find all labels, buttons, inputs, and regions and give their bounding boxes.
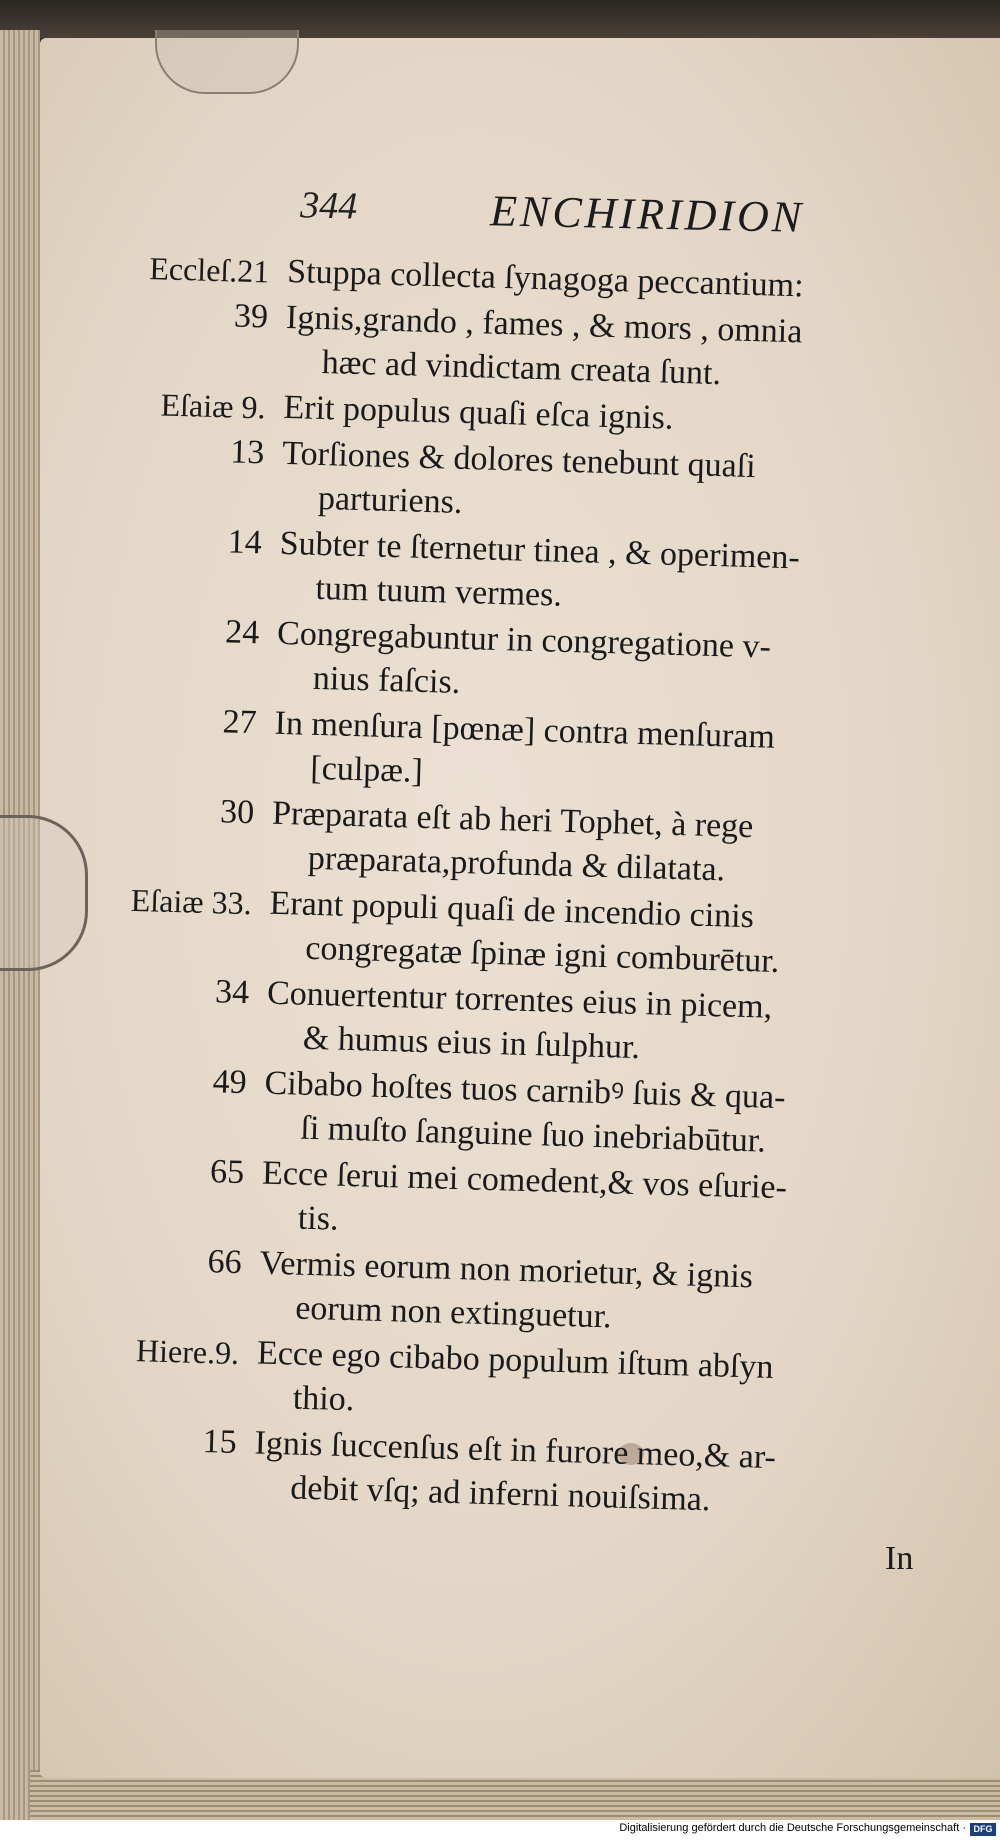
entry-line: Torſiones & dolores tenebunt quaſi — [281, 434, 757, 486]
entry-reference: Eſaiæ 9. — [160, 386, 267, 426]
entry-continuation-line: debit vſq; ad inferni nouiſsima. — [289, 1469, 711, 1519]
entry-line: Cibabo hoſtes tuos carnibꝰ ſuis & qua- — [264, 1064, 787, 1117]
entry-continuation-line: congregatæ ſpinæ igni comburētur. — [304, 929, 780, 980]
entry-reference: 15 — [202, 1423, 238, 1461]
entry-continuation-line: nius faſcis. — [312, 659, 461, 701]
page-number: 344 — [299, 184, 358, 228]
entry-continuation-line: thio. — [292, 1379, 355, 1419]
entry-reference: 14 — [227, 523, 263, 562]
catchword: In — [885, 1540, 914, 1577]
running-title: ENCHIRIDION — [489, 186, 805, 242]
entry-line: Præparata eſt ab heri Tophet, à rege — [271, 794, 754, 846]
entry-line: Subter te ſternetur tinea , & operimen- — [279, 524, 801, 577]
entry-reference: Hiere.9. — [135, 1332, 240, 1372]
entry-line: Erant populi quaſi de incendio cinis — [269, 884, 755, 936]
digitization-credit: Digitalisierung gefördert durch die Deutsche Forschungsgemeinschaft · — [619, 1822, 966, 1834]
entry-reference: 65 — [209, 1153, 245, 1192]
clasp-left — [0, 815, 88, 971]
clasp-top — [155, 30, 299, 94]
entry-continuation-line: & humus eius in ſulphur. — [302, 1019, 641, 1067]
entry-line: Ecce ſerui mei comedent,& vos eſurie- — [261, 1154, 788, 1207]
entry-reference: 30 — [219, 793, 255, 832]
entry-line: Congregabuntur in congregatione v- — [276, 614, 772, 666]
entry-reference: 13 — [229, 433, 265, 472]
entry-reference: Eſaiæ 33. — [130, 881, 253, 922]
book-cover-edge — [0, 0, 1000, 38]
entry-continuation-line: præparata,profunda & dilatata. — [307, 839, 726, 889]
entry-reference: 34 — [214, 973, 250, 1012]
entry-continuation-line: ſi muſto ſanguine ſuo inebriabūtur. — [299, 1109, 767, 1160]
entry-reference: Eccleſ.21 — [148, 250, 270, 290]
entry-line: In menſura [pœnæ] contra menſuram — [274, 704, 776, 756]
entry-line: Ecce ego cibabo populum iſtum abſyn — [256, 1334, 774, 1386]
entry-continuation-line: parturiens. — [317, 479, 463, 521]
entry-reference: 66 — [207, 1243, 243, 1282]
entry-continuation-line: [culpæ.] — [309, 749, 424, 790]
text-block — [75, 245, 970, 1531]
entry-line: Conuertentur torrentes eius in picem, — [266, 974, 773, 1026]
entry-line: Ignis,grando , fames , & mors , omnia — [285, 298, 803, 351]
entry-continuation-line: tum tuum vermes. — [314, 569, 563, 614]
dfg-logo: DFG — [970, 1823, 996, 1836]
entry-continuation-line: eorum non extinguetur. — [294, 1289, 613, 1336]
entry-reference: 49 — [212, 1063, 248, 1102]
entry-continuation-line: hæc ad vindictam creata ſunt. — [321, 343, 722, 393]
entry-line: Erit populus quaſi eſca ignis. — [283, 388, 674, 437]
entry-reference: 24 — [224, 613, 260, 652]
entry-continuation-line: tis. — [297, 1199, 340, 1238]
entry-line: Vermis eorum non morietur, & ignis — [259, 1244, 754, 1296]
digitization-credit-bar — [0, 1820, 1000, 1840]
entry-line: Ignis ſuccenſus eſt in furore meo,& ar- — [254, 1424, 777, 1477]
entry-reference: 27 — [222, 703, 258, 742]
entry-reference: 39 — [233, 297, 269, 336]
entry-line: Stuppa collecta ſynagoga peccantium: — [286, 252, 805, 305]
